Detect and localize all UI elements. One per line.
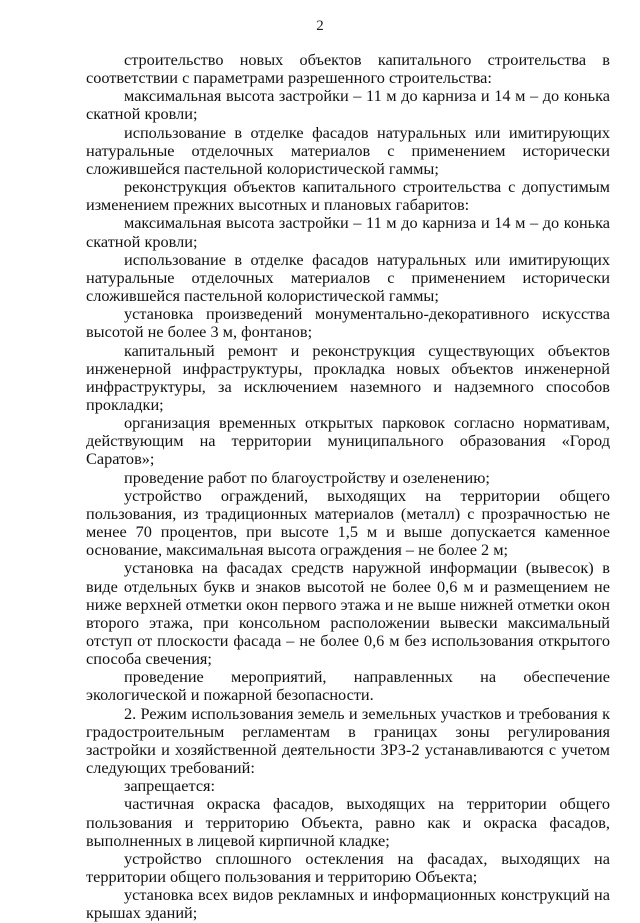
paragraph-facade-materials-2: использование в отделке фасадов натуральных или имитирующих натуральные отделочных материалов с применением исторически сложившейся пастельной колористической гаммы; [86, 249, 610, 306]
paragraph-signage: установка на фасадах средств наружной информации (вывесок) в виде отдельных букв и знаков высотой не более 0,6 м и размещением не ниже верхней отметки окон первого этажа и не выше нижней отметки окон второго этажа, при консольном расположении вывески максимальный отступ от плоскости фасада – не более 0,6 м без использования открытого способа свечения; [86, 558, 610, 669]
paragraph-max-height-1: максимальная высота застройки – 11 м до карниза и 14 м – до конька скатной кровли; [86, 86, 610, 124]
paragraph-glazing: устройство сплошного остекления на фасадах, выходящих на территории общего пользования и территорию Объекта; [86, 848, 610, 887]
paragraph-facade-materials-1: использование в отделке фасадов натуральных или имитирующих натуральные отделочных материалов с применением исторически сложившейся пастельной колористической гаммы; [86, 122, 610, 178]
paragraph-parking: организация временных открытых парковок согласно нормативам, действующим на территории муниципального образования «Город Саратов»; [86, 413, 610, 469]
document-body [86, 51, 610, 923]
paragraph-partial-painting: частичная окраска фасадов, выходящих на территории общего пользования и территорию Объекта, равно как и окраска фасадов, выполненных в лицевой кирпичной кладке; [86, 794, 610, 850]
paragraph-infrastructure: капитальный ремонт и реконструкция существующих объектов инженерной инфраструктуры, прокладка новых объектов инженерной инфраструктуры, за исключением наземного и надземного способов прокладки; [86, 340, 610, 414]
paragraph-fences: устройство ограждений, выходящих на территории общего пользования, из традиционных материалов (металл) с прозрачностью не менее 70 процентов, при высоте 1,5 м и выше допускается каменное основание, максимальная высота ограждения – не более 2 м; [86, 485, 610, 560]
paragraph-roof-advertising: установка всех видов рекламных и информационных конструкций на крышах зданий; [86, 885, 610, 923]
paragraph-new-construction: строительство новых объектов капитального строительства в соответствии с параметрами разрешенного строительства: [86, 50, 610, 88]
paragraph-max-height-2: максимальная высота застройки – 11 м до карниза и 14 м – до конька скатной кровли; [86, 213, 610, 251]
paragraph-prohibited: запрещается: [124, 776, 216, 796]
paragraph-landscaping: проведение работ по благоустройству и озеленению; [124, 467, 490, 487]
paragraph-safety: проведение мероприятий, направленных на обеспечение экологической и пожарной безопасности. [86, 667, 610, 705]
paragraph-monuments: установка произведений монументально-декоративного искусства высотой не более 3 м, фонтанов; [86, 304, 610, 342]
paragraph-reconstruction: реконструкция объектов капитального строительства с допустимым изменением прежних высотных и плановых габаритов: [86, 177, 610, 215]
page-number: 2 [316, 18, 324, 34]
paragraph-zrz2-regime: 2. Режим использования земель и земельных участков и требования к градостроительным регламентам в границах зоны регулирования застройки и хозяйственной деятельности ЗРЗ-2 устанавливаются с учетом следующих требований: [86, 703, 610, 778]
